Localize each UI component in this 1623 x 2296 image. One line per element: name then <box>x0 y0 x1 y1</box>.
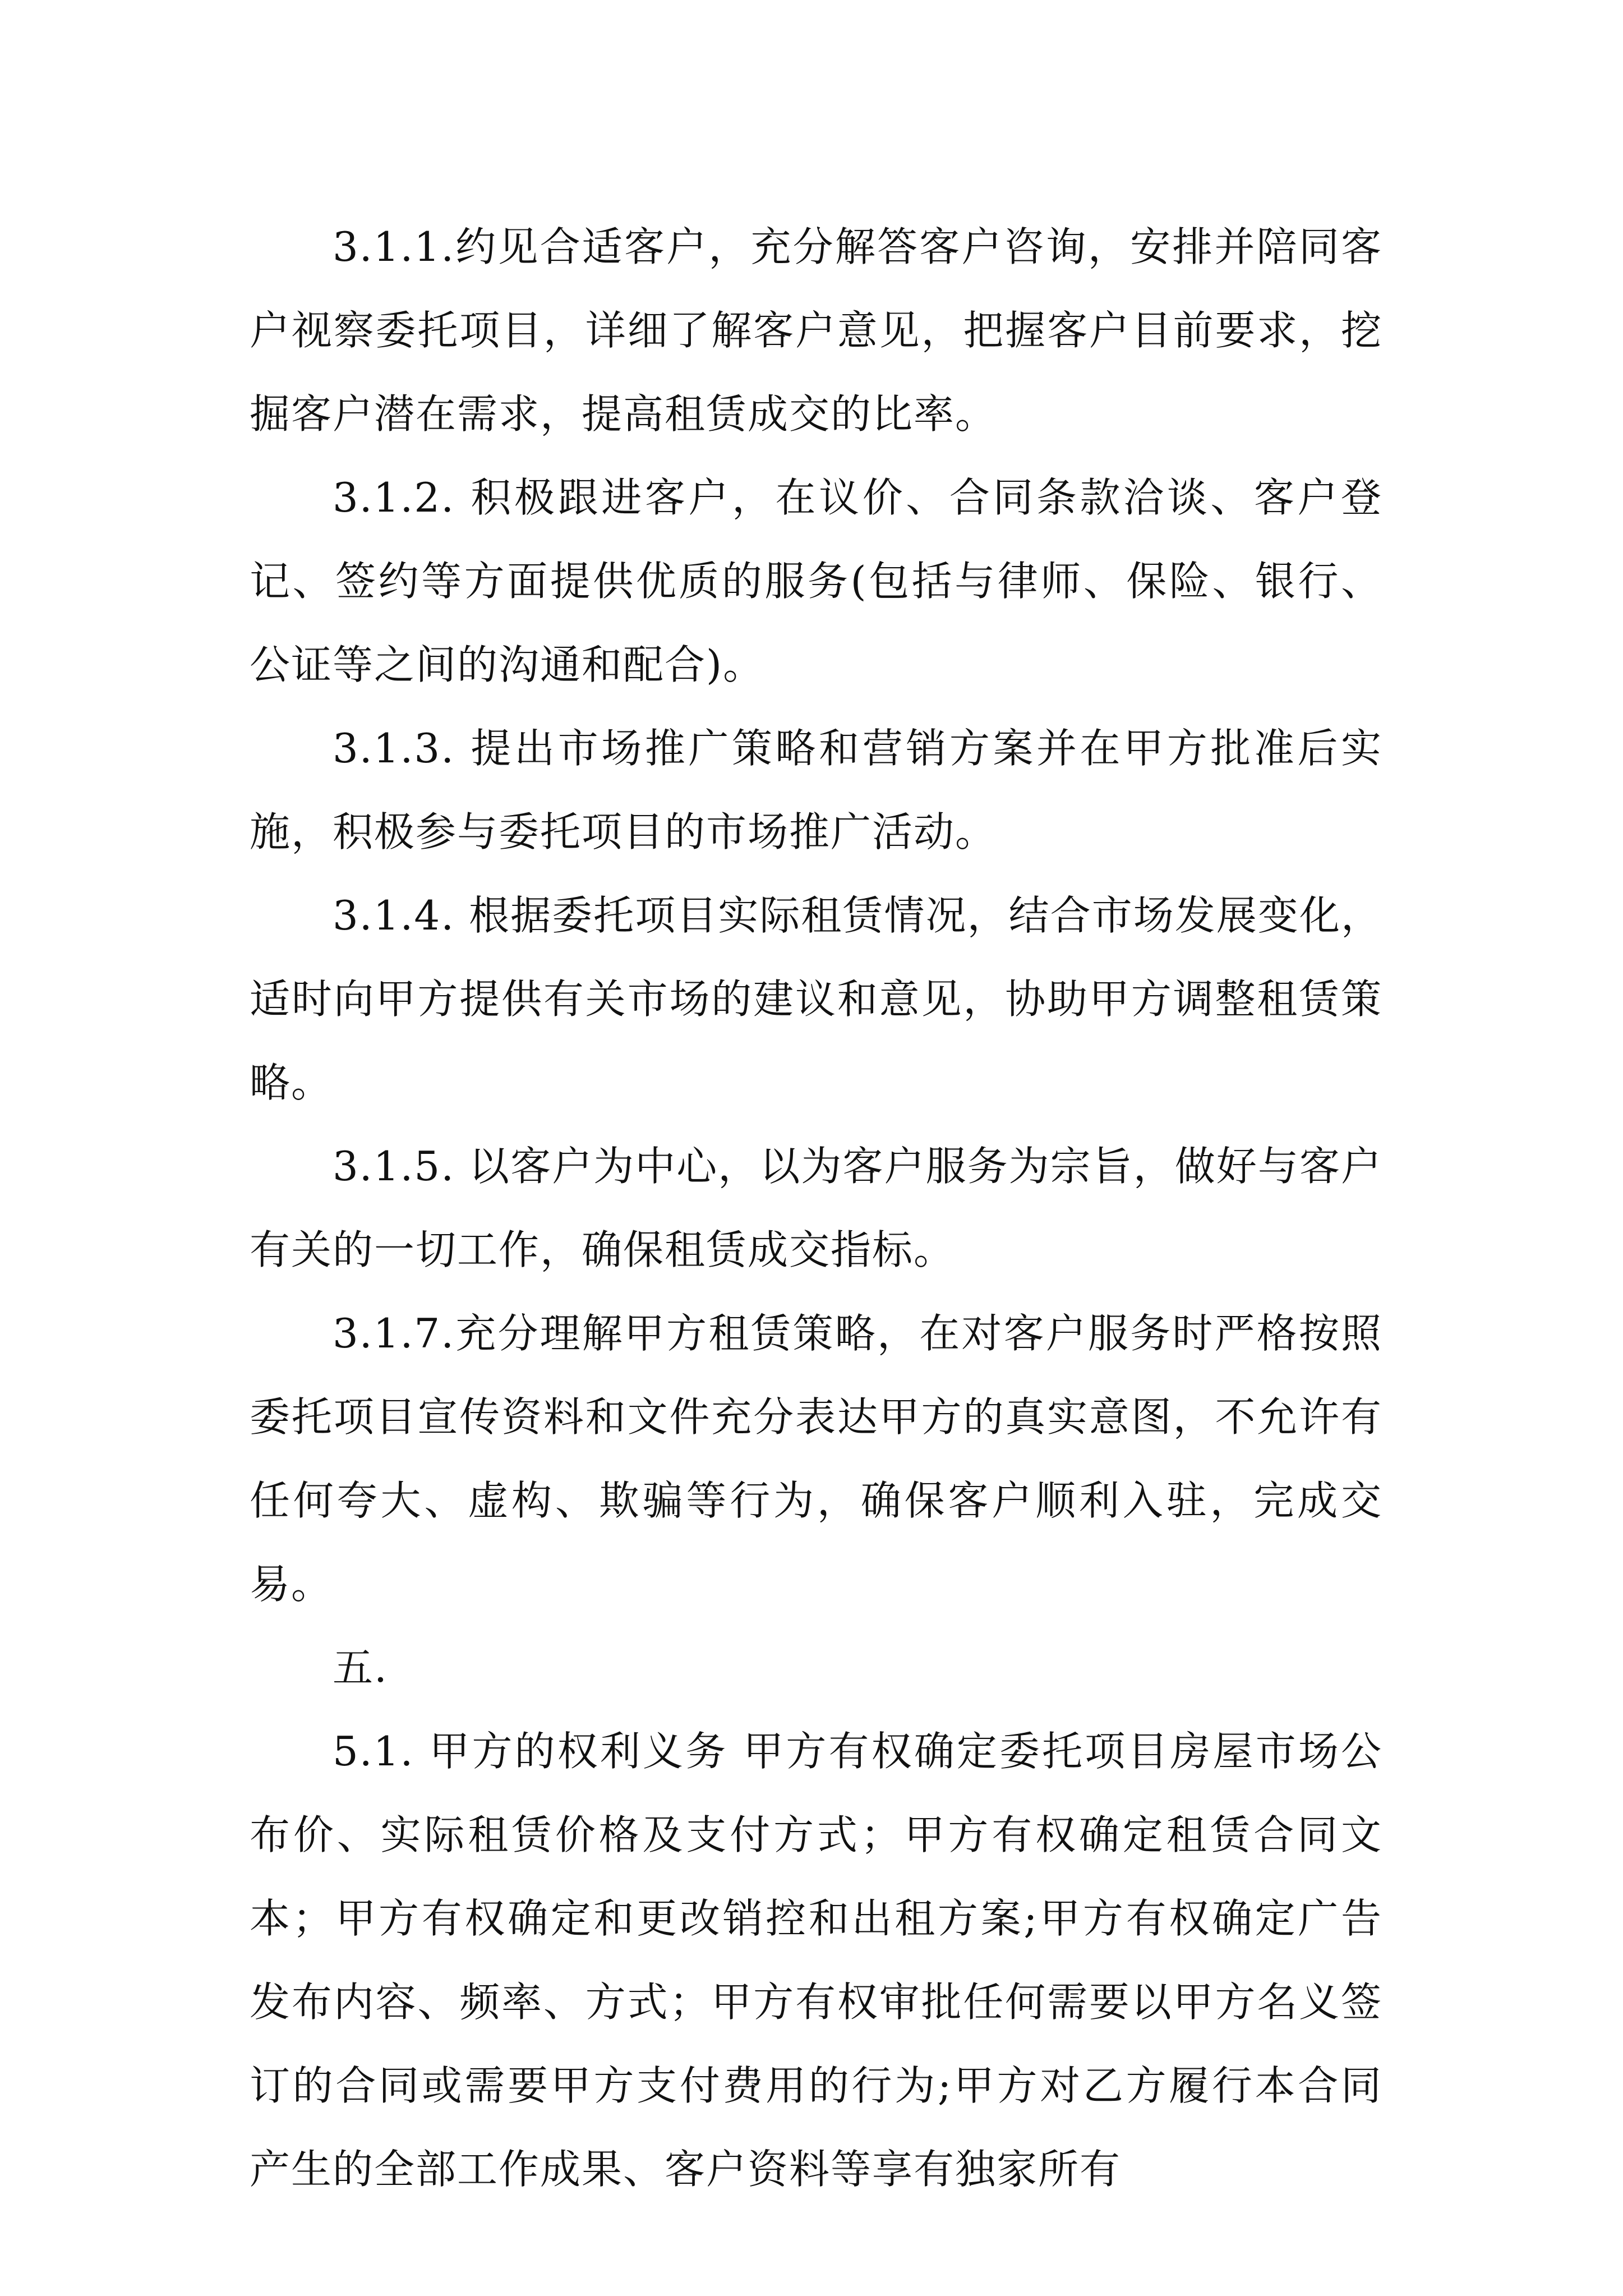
clause-3-1-3: 3.1.3. 提出市场推广策略和营销方案并在甲方批准后实施，积极参与委托项目的市场推广活动。 <box>250 725 1382 855</box>
clause-3-1-2: 3.1.2. 积极跟进客户，在议价、合同条款洽谈、客户登记、签约等方面提供优质的服务(包括与律师、保险、银行、公证等之间的沟通和配合)。 <box>250 474 1382 688</box>
document-body <box>250 205 1382 2211</box>
clause-3-1-7: 3.1.7.充分理解甲方租赁策略，在对客户服务时严格按照委托项目宣传资料和文件充分表达甲方的真实意图，不允许有任何夸大、虚构、欺骗等行为，确保客户顺利入驻，完成交易。 <box>250 1310 1382 1608</box>
clause-3-1-1: 3.1.1.约见合适客户，充分解答客户咨询，安排并陪同客户视察委托项目，详细了解客户意见，把握客户目前要求，挖掘客户潜在需求，提高租赁成交的比率。 <box>250 223 1382 438</box>
section-heading-five: 五. <box>333 1644 388 1691</box>
clause-3-1-4: 3.1.4. 根据委托项目实际租赁情况，结合市场发展变化，适时向甲方提供有关市场的建议和意见，协助甲方调整租赁策略。 <box>250 892 1382 1106</box>
clause-3-1-5: 3.1.5. 以客户为中心，以为客户服务为宗旨，做好与客户有关的一切工作，确保租赁成交指标。 <box>250 1143 1382 1273</box>
clause-5-1: 5.1. 甲方的权利义务 甲方有权确定委托项目房屋市场公布价、实际租赁价格及支付方式；甲方有权确定租赁合同文本；甲方有权确定和更改销控和出租方案;甲方有权确定广告发布内容、频率、方式；甲方有权审批任何需要以甲方名义签订的合同或需要甲方支付费用的行为;甲方对乙方履行本合同产生的全部工作成果、客户资料等享有独家所有 <box>250 1728 1382 2193</box>
